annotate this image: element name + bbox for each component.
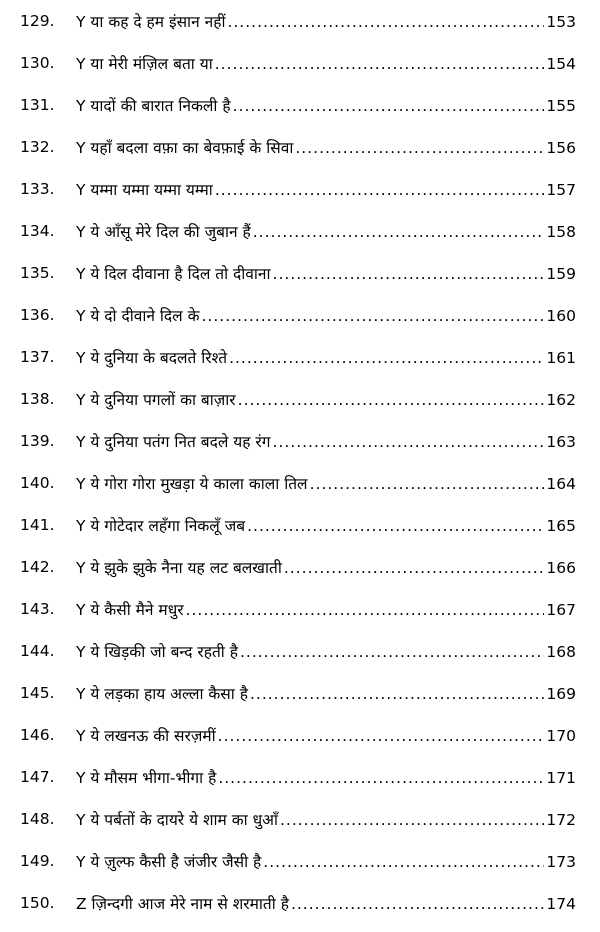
entry-number: 150. [20,894,55,912]
toc-entry[interactable] [0,594,600,624]
entry-page-number: 153 [546,13,576,31]
entry-page-number: 157 [546,181,576,199]
toc-entry[interactable] [0,6,600,36]
entry-title: Y ये आँसू मेरे दिल की जुबान हैं [76,223,251,241]
entry-page-number: 162 [546,391,576,409]
entry-page-number: 168 [546,643,576,661]
entry-page-number: 165 [546,517,576,535]
entry-number: 139. [20,432,55,450]
entry-number: 136. [20,306,55,324]
entry-title: Y ये कैसी मैने मधुर [76,601,184,619]
dot-leader [238,391,545,409]
dot-leader [310,475,545,493]
entry-title: Y यहाँ बदला वफ़ा का बेवफ़ाई के सिवा [76,139,294,157]
entry-page-number: 171 [546,769,576,787]
entry-number: 142. [20,558,55,576]
toc-entry[interactable] [0,258,600,288]
entry-title: Y ये ज़ुल्फ कैसी है जंजीर जैसी है [76,853,262,871]
entry-page-number: 156 [546,139,576,157]
entry-page-number: 155 [546,97,576,115]
entry-number: 131. [20,96,55,114]
toc-entry[interactable] [0,342,600,372]
entry-number: 143. [20,600,55,618]
entry-number: 138. [20,390,55,408]
entry-number: 130. [20,54,55,72]
toc-entry[interactable] [0,468,600,498]
entry-page-number: 166 [546,559,576,577]
toc-entry[interactable] [0,48,600,78]
entry-page-number: 174 [546,895,576,913]
dot-leader [227,13,544,31]
entry-number: 135. [20,264,55,282]
dot-leader [233,97,545,115]
dot-leader [218,727,545,745]
entry-title: Y या कह दे हम इंसान नहीं [76,13,226,31]
entry-title: Y या मेरी मंज़िल बता या [76,55,213,73]
entry-title: Y ये दुनिया पतंग नित बदले यह रंग [76,433,271,451]
dot-leader [240,643,544,661]
entry-page-number: 170 [546,727,576,745]
toc-entry[interactable] [0,636,600,666]
entry-number: 141. [20,516,55,534]
entry-page-number: 164 [546,475,576,493]
entry-page-number: 163 [546,433,576,451]
toc-entry[interactable] [0,678,600,708]
dot-leader [218,769,544,787]
entry-number: 137. [20,348,55,366]
entry-number: 149. [20,852,55,870]
entry-title: Y ये दुनिया के बदलते रिश्ते [76,349,228,367]
toc-entry[interactable] [0,300,600,330]
dot-leader [253,223,545,241]
toc-entry[interactable] [0,552,600,582]
entry-title: Y ये लड़का हाय अल्ला कैसा है [76,685,248,703]
entry-page-number: 169 [546,685,576,703]
entry-title: Y ये लखनऊ की सरज़मीं [76,727,216,745]
entry-title: Y यादों की बारात निकली है [76,97,231,115]
toc-entry[interactable] [0,384,600,414]
toc-entry[interactable] [0,216,600,246]
entry-title: Y ये झुके झुके नैना यह लट बलखाती [76,559,282,577]
dot-leader [201,307,544,325]
toc-entry[interactable] [0,90,600,120]
entry-number: 132. [20,138,55,156]
entry-page-number: 172 [546,811,576,829]
entry-number: 133. [20,180,55,198]
entry-title: Y ये खिड़की जो बन्द रहती है [76,643,238,661]
entry-title: Y ये पर्बतों के दायरे ये शाम का धुआँ [76,811,278,829]
entry-title: Y ये गोरा गोरा मुखड़ा ये काला काला तिल [76,475,308,493]
dot-leader [263,853,544,871]
entry-number: 140. [20,474,55,492]
entry-page-number: 158 [546,223,576,241]
entry-title: Y ये गोटेदार लहँगा निकलूँ जब [76,517,246,535]
entry-number: 144. [20,642,55,660]
entry-number: 148. [20,810,55,828]
entry-title: Z ज़िन्दगी आज मेरे नाम से शरमाती है [76,895,289,913]
toc-entry[interactable] [0,132,600,162]
dot-leader [215,55,545,73]
entry-number: 146. [20,726,55,744]
entry-number: 145. [20,684,55,702]
dot-leader [186,601,545,619]
entry-page-number: 167 [546,601,576,619]
dot-leader [284,559,545,577]
dot-leader [291,895,544,913]
entry-page-number: 173 [546,853,576,871]
toc-entry[interactable] [0,762,600,792]
dot-leader [295,139,544,157]
dot-leader [273,433,545,451]
toc-entry[interactable] [0,888,600,918]
toc-entry[interactable] [0,426,600,456]
toc-entry[interactable] [0,720,600,750]
dot-leader [280,811,544,829]
dot-leader [247,517,544,535]
dot-leader [229,349,544,367]
toc-entry[interactable] [0,174,600,204]
entry-page-number: 160 [546,307,576,325]
entry-page-number: 159 [546,265,576,283]
toc-entry[interactable] [0,804,600,834]
dot-leader [250,685,544,703]
toc-entry[interactable] [0,510,600,540]
entry-number: 129. [20,12,55,30]
entry-title: Y यम्मा यम्मा यम्मा यम्मा [76,181,213,199]
entry-title: Y ये दो दीवाने दिल के [76,307,200,325]
entry-title: Y ये दुनिया पगलों का बाज़ार [76,391,236,409]
entry-number: 134. [20,222,55,240]
toc-entry[interactable] [0,846,600,876]
entry-title: Y ये दिल दीवाना है दिल तो दीवाना [76,265,271,283]
entry-number: 147. [20,768,55,786]
dot-leader [215,181,545,199]
entry-page-number: 161 [546,349,576,367]
entry-page-number: 154 [546,55,576,73]
entry-title: Y ये मौसम भीगा-भीगा है [76,769,217,787]
dot-leader [273,265,545,283]
